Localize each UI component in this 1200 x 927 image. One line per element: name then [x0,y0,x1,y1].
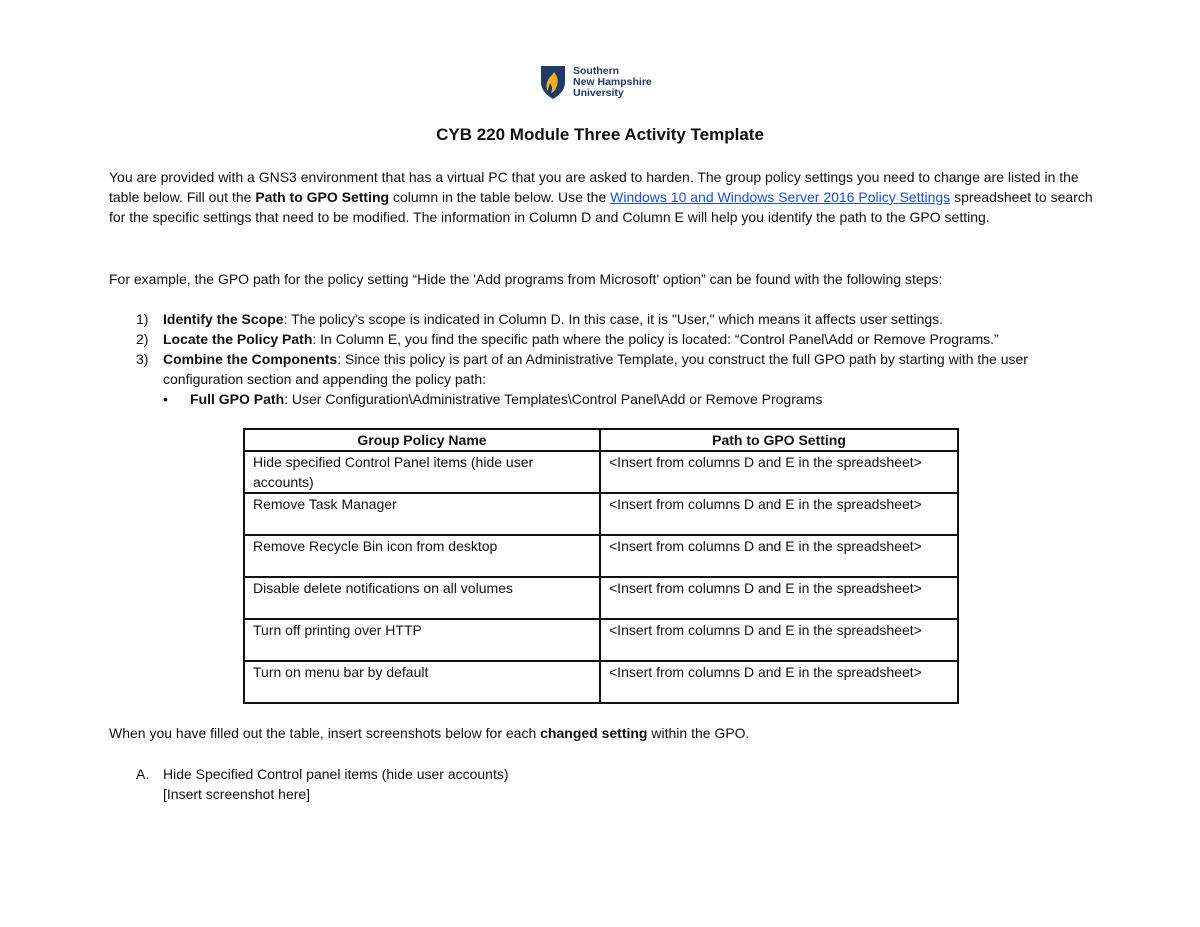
table-row [244,661,958,703]
step-label: Combine the Components [163,351,338,367]
gpo-path-cell[interactable]: <Insert from columns D and E in the spreadsheet> [600,493,958,535]
step-number: 3) [136,351,149,367]
list-item [109,309,1099,329]
table-row [244,493,958,535]
policy-settings-link[interactable]: Windows 10 and Windows Server 2016 Policy Settings [610,189,951,205]
screenshot-item-a [109,764,1099,804]
policy-name-cell: Remove Recycle Bin icon from desktop [244,535,600,577]
intro-text: You are provided with a GNS3 environment that has a virtual PC that you are asked to harden. The group policy settings you need to change are listed in the table below. Fill out the [109,169,1079,205]
gpo-path-cell[interactable]: <Insert from columns D and E in the spreadsheet> [600,619,958,661]
list-item [109,349,1099,389]
logo-wordmark [573,64,652,99]
instructions-text: within the GPO. [647,725,750,741]
instructions-bold: changed setting [540,725,648,741]
table-row [244,619,958,661]
column-header: Group Policy Name [244,429,600,451]
full-path-label: Full GPO Path [190,391,285,407]
full-path-text: : User Configuration\Administrative Templates\Control Panel\Add or Remove Programs [284,391,823,407]
screenshot-placeholder[interactable]: [Insert screenshot here] [163,786,311,802]
gpo-path-cell[interactable]: <Insert from columns D and E in the spreadsheet> [600,661,958,703]
table-row [244,535,958,577]
step-text: : Since this policy is part of an Administrative Template, you construct the full GPO path by starting with the user configuration section and appending the policy path: [163,351,1028,387]
policy-name-cell: Disable delete notifications on all volumes [244,577,600,619]
column-header: Path to GPO Setting [600,429,958,451]
logo-line: Southern [573,65,620,77]
document-title: CYB 220 Module Three Activity Template [436,125,764,144]
step-label: Locate the Policy Path [163,331,313,347]
intro-text: column in the table below. Use the [389,189,611,205]
policy-name-cell: Hide specified Control Panel items (hide user accounts) [244,451,600,493]
screenshot-instructions [109,723,1099,743]
instructions-text: When you have filled out the table, insert screenshots below for each [109,725,541,741]
item-letter: A. [136,766,150,782]
steps-list [109,309,1099,409]
example-paragraph: For example, the GPO path for the policy setting “Hide the 'Add programs from Microsoft' option” can be found with the following steps: [109,271,943,287]
list-item [109,329,1099,349]
logo-line: University [573,87,624,99]
step-text: : The policy's scope is indicated in Column D. In this case, it is "User," which means it affects user settings. [283,311,944,327]
gpo-path-cell[interactable]: <Insert from columns D and E in the spreadsheet> [600,451,958,493]
gpo-table [243,428,959,704]
step-number: 1) [136,311,149,327]
item-title: Hide Specified Control panel items (hide user accounts) [163,766,509,782]
step-number: 2) [136,331,149,347]
shield-flame-icon [539,64,567,100]
gpo-path-cell[interactable]: <Insert from columns D and E in the spreadsheet> [600,535,958,577]
table-row [244,577,958,619]
intro-bold: Path to GPO Setting [255,189,390,205]
policy-name-cell: Remove Task Manager [244,493,600,535]
logo-line: New Hampshire [573,76,652,88]
step-label: Identify the Scope [163,311,284,327]
policy-name-cell: Turn on menu bar by default [244,661,600,703]
bullet-icon: • [163,391,168,407]
table-row [244,451,958,493]
intro-paragraph [109,167,1099,227]
intro-text: spreadsheet to search for the specific settings that need to be modified. The information in Column D and Column E will help you identify the path to the GPO setting. [109,189,1093,225]
step-text: : In Column E, you find the specific path where the policy is located: “Control Panel\Add or Remove Programs.” [312,331,999,347]
full-path-bullet [109,389,1099,409]
table-header-row [244,429,958,451]
university-logo [539,64,652,104]
policy-name-cell: Turn off printing over HTTP [244,619,600,661]
gpo-path-cell[interactable]: <Insert from columns D and E in the spreadsheet> [600,577,958,619]
